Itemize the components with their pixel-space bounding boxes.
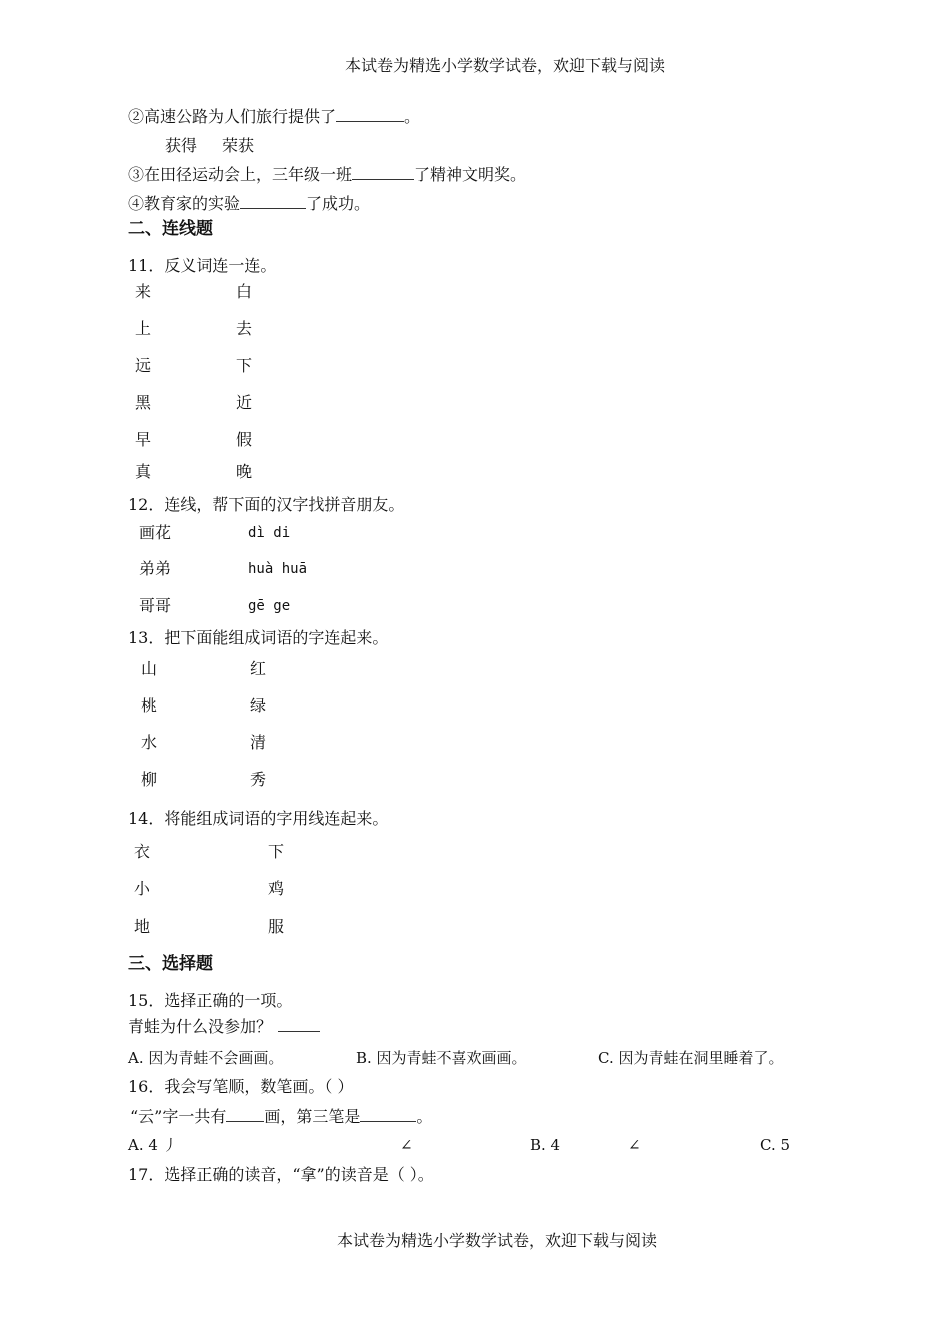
- match-right-item: 红: [250, 659, 267, 678]
- fill-item-4: [128, 194, 370, 214]
- match-right-item: 鸡: [268, 879, 285, 898]
- match-left-item: 上: [135, 319, 152, 338]
- match-left-item: 桃: [141, 696, 158, 715]
- match-left-item: 来: [135, 282, 152, 301]
- question-prompt: [128, 1017, 320, 1037]
- question-title: 17．选择正确的读音，“拿”的读音是（ ）。: [128, 1165, 434, 1184]
- match-left-item: 弟弟: [139, 559, 172, 578]
- choice-option: B. 4: [530, 1136, 561, 1154]
- match-left-item: 柳: [141, 770, 158, 789]
- stroke-symbol: ∠: [628, 1136, 641, 1154]
- word-option: 获得: [165, 136, 198, 155]
- choice-option: C. 因为青蛙在洞里睡着了。: [598, 1049, 784, 1067]
- answer-blank: [240, 194, 306, 209]
- pinyin-option: gē ge: [248, 598, 291, 614]
- question-title: 16．我会写笔顺，数笔画。（ ）: [128, 1077, 354, 1096]
- answer-blank: [360, 1107, 416, 1122]
- choice-option: C. 5: [760, 1136, 791, 1154]
- match-right-item: 秀: [250, 770, 267, 789]
- match-right-item: 绿: [250, 696, 267, 715]
- match-right-item: 下: [236, 356, 253, 375]
- section-title: 二、连线题: [128, 219, 213, 239]
- question-prompt: [130, 1107, 432, 1127]
- match-right-item: 白: [236, 282, 253, 301]
- fill-item-2-text: ②高速公路为人们旅行提供了: [128, 107, 337, 126]
- question-text: 。: [416, 1107, 433, 1126]
- question-text: 青蛙为什么没参加？: [128, 1017, 273, 1036]
- fill-item-3: [128, 165, 526, 185]
- page-footer: 本试卷为精选小学数学试卷，欢迎下载与阅读: [337, 1231, 658, 1250]
- match-left-item: 真: [135, 462, 152, 481]
- fill-item-2-end: 。: [404, 107, 421, 126]
- match-left-item: 地: [134, 917, 151, 936]
- question-title: 13．把下面能组成词语的字连起来。: [128, 628, 389, 647]
- pinyin-option: huà huā: [248, 561, 308, 577]
- match-right-item: 下: [268, 842, 285, 861]
- answer-blank: [336, 107, 404, 122]
- choice-option: A. 因为青蛙不会画画。: [128, 1049, 284, 1067]
- question-text: 画，第三笔是: [264, 1107, 361, 1126]
- choice-option: A. 4 丿: [128, 1136, 178, 1154]
- match-left-item: 画花: [139, 523, 172, 542]
- section-title: 三、选择题: [128, 954, 213, 974]
- match-left-item: 山: [141, 659, 158, 678]
- question-title: 12．连线，帮下面的汉字找拼音朋友。: [128, 495, 405, 514]
- question-title: 15．选择正确的一项。: [128, 991, 293, 1010]
- match-right-item: 去: [236, 319, 253, 338]
- answer-blank: [226, 1107, 264, 1122]
- match-right-item: 假: [236, 430, 253, 449]
- word-option: 荣获: [222, 136, 255, 155]
- pinyin-option: dì di: [248, 525, 291, 541]
- match-left-item: 早: [135, 430, 152, 449]
- stroke-symbol: ∠: [400, 1136, 413, 1154]
- question-title: 11．反义词连一连。: [128, 256, 277, 275]
- question-title: 14．将能组成词语的字用线连起来。: [128, 809, 389, 828]
- match-right-item: 近: [236, 393, 253, 412]
- fill-item-4-end: 了成功。: [306, 194, 371, 213]
- match-right-item: 服: [268, 917, 285, 936]
- page-header: 本试卷为精选小学数学试卷，欢迎下载与阅读: [345, 56, 666, 75]
- fill-item-3-end: 了精神文明奖。: [414, 165, 527, 184]
- fill-item-2: [128, 107, 420, 127]
- match-right-item: 清: [250, 733, 267, 752]
- match-left-item: 远: [135, 356, 152, 375]
- match-left-item: 水: [141, 733, 158, 752]
- fill-item-4-text: ④教育家的实验: [128, 194, 241, 213]
- match-right-item: 晚: [236, 462, 253, 481]
- match-left-item: 小: [134, 879, 151, 898]
- answer-blank: [278, 1017, 320, 1032]
- match-left-item: 哥哥: [139, 596, 172, 615]
- fill-item-3-text: ③在田径运动会上，三年级一班: [128, 165, 353, 184]
- choice-option: B. 因为青蛙不喜欢画画。: [356, 1049, 527, 1067]
- answer-blank: [352, 165, 414, 180]
- match-left-item: 黑: [135, 393, 152, 412]
- match-left-item: 衣: [134, 842, 151, 861]
- question-text: “云”字一共有: [130, 1107, 227, 1126]
